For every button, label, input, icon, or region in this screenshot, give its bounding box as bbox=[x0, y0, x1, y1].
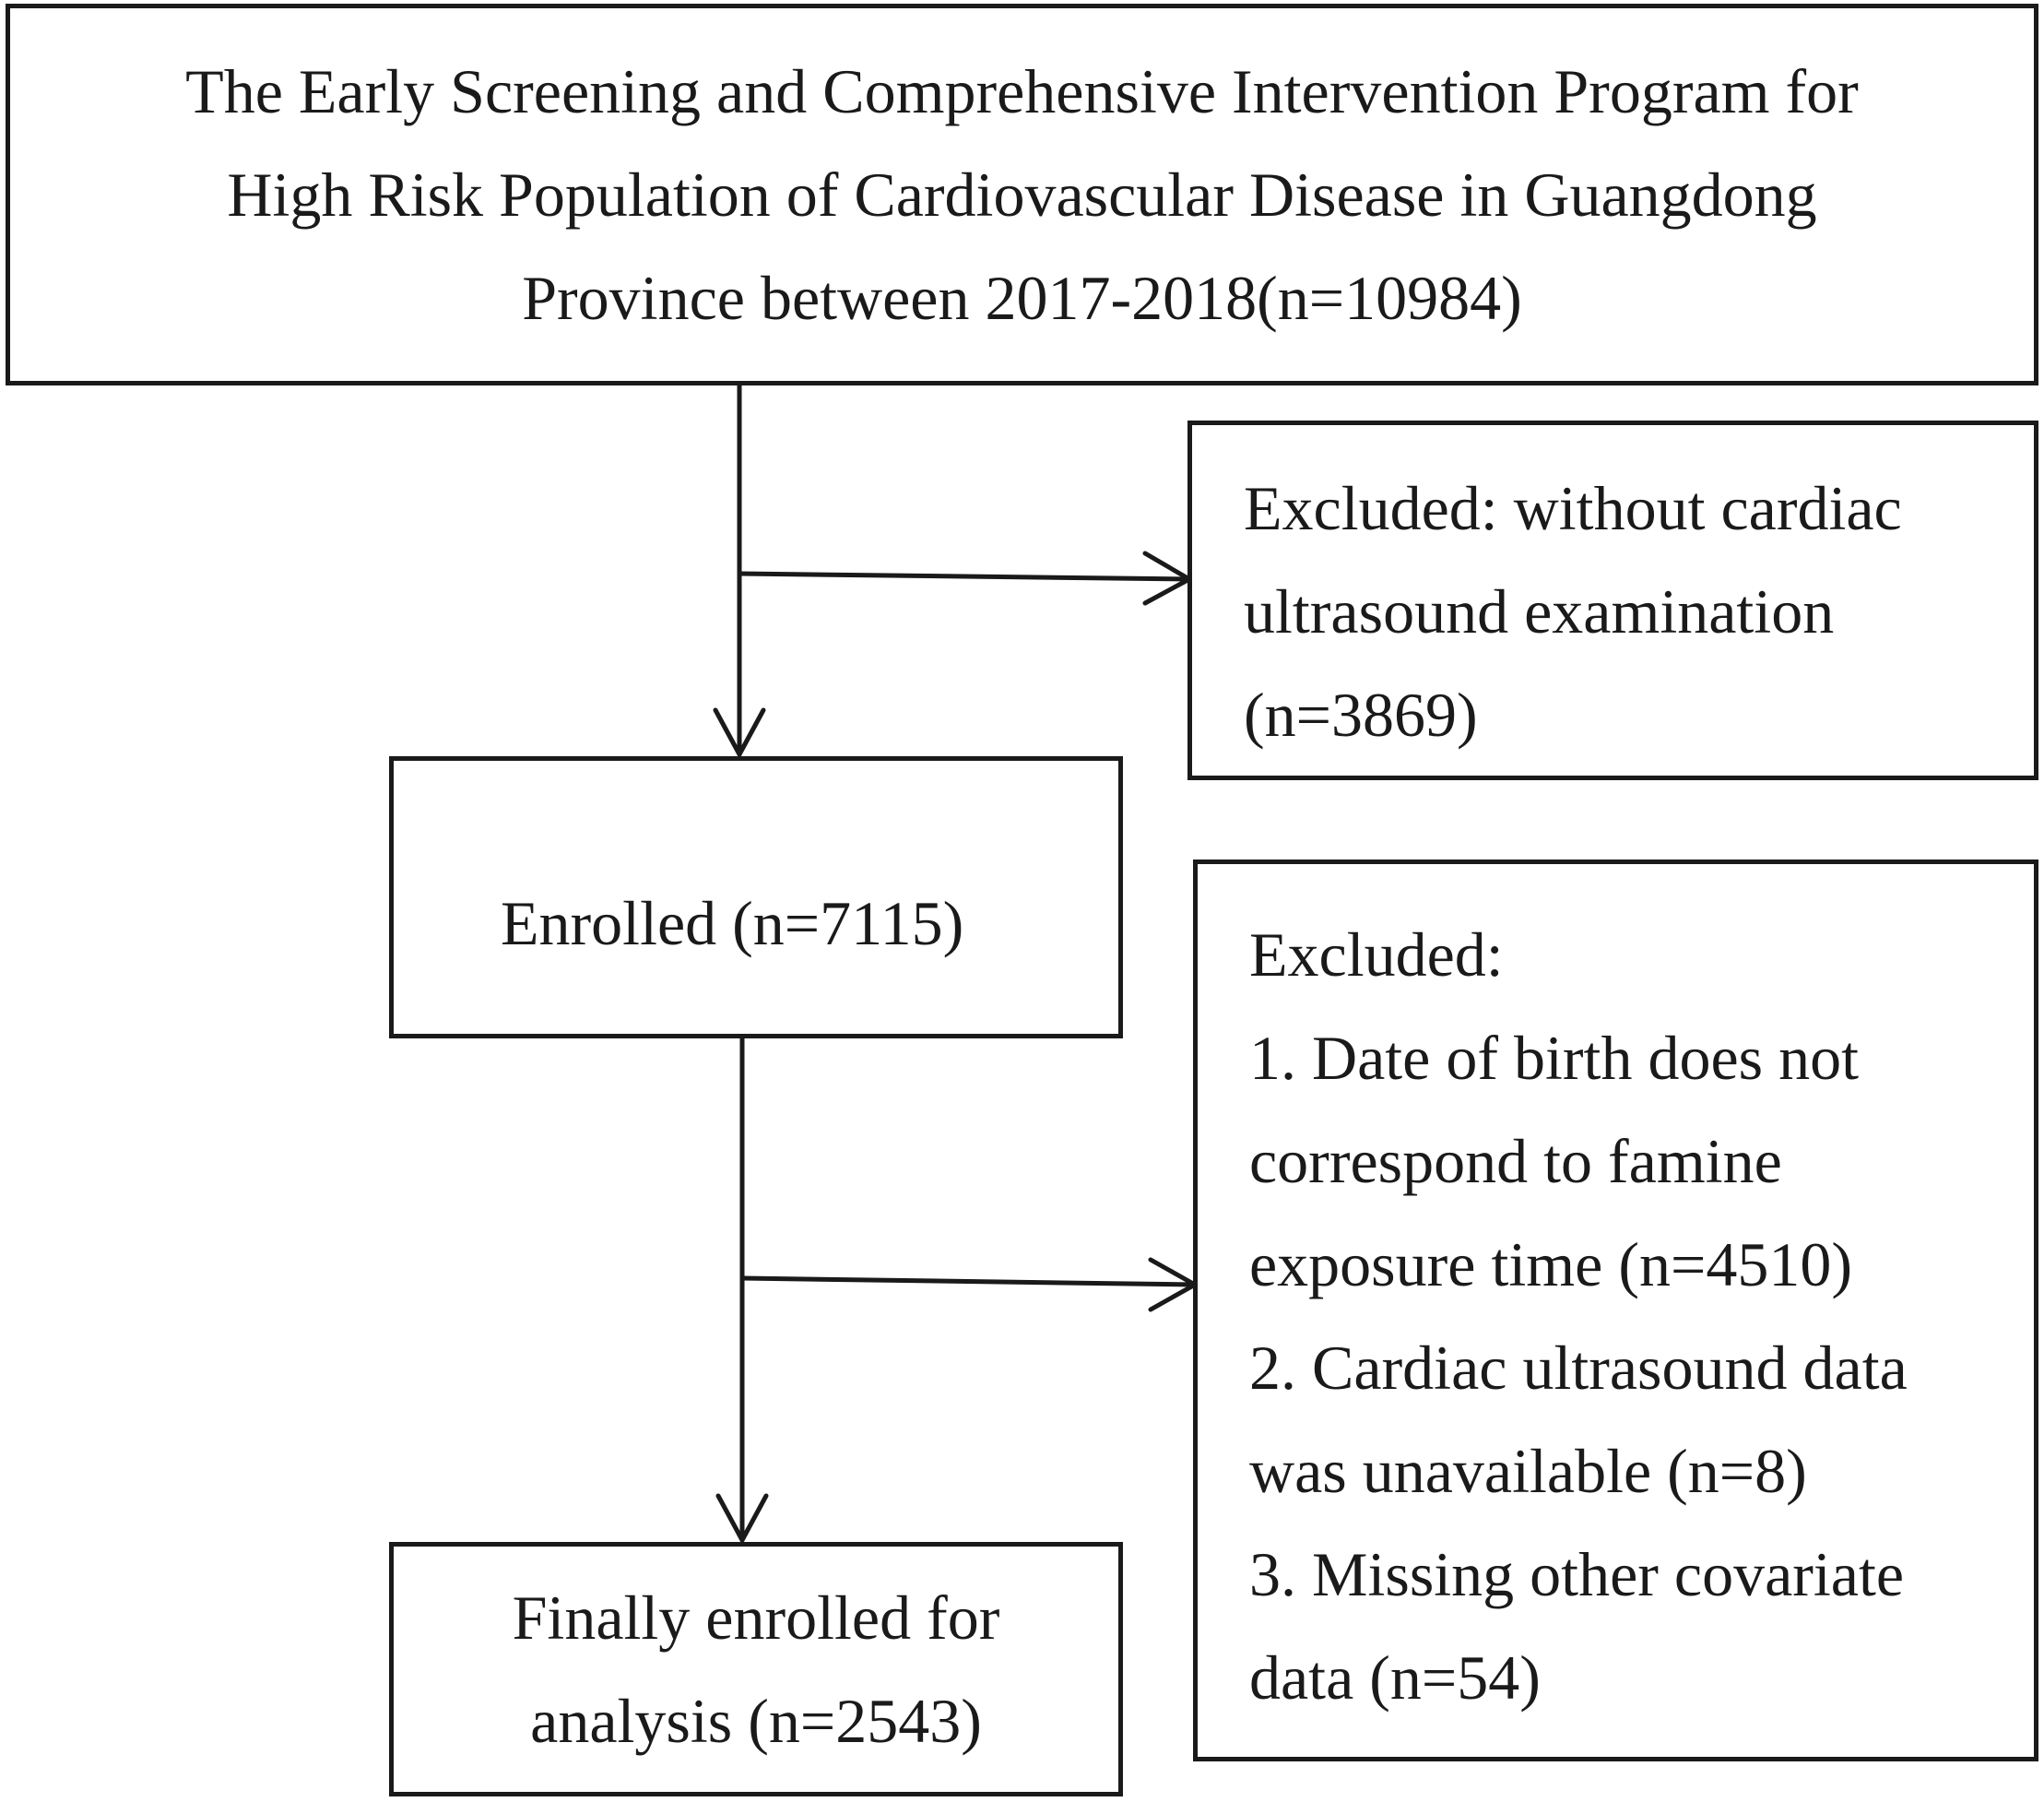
exclusion-2-heading: Excluded: bbox=[1249, 919, 1504, 990]
exclusion-2-line-3: exposure time (n=4510) bbox=[1249, 1229, 1852, 1299]
final-box bbox=[389, 1542, 1123, 1796]
exclusion-2-line-7: data (n=54) bbox=[1249, 1642, 1541, 1713]
exclusion-box-1 bbox=[1187, 421, 2038, 780]
exclusion-2-line-2: correspond to famine bbox=[1249, 1126, 1782, 1196]
exclusion-1-line-3: (n=3869) bbox=[1244, 680, 1478, 750]
exclusion-2-line-5: was unavailable (n=8) bbox=[1249, 1436, 1807, 1506]
exclusion-2-line-4: 2. Cardiac ultrasound data bbox=[1249, 1333, 1908, 1403]
exclusion-box-2 bbox=[1193, 860, 2038, 1761]
program-line-2: High Risk Population of Cardiovascular Disease in Guangdong bbox=[227, 160, 1817, 230]
final-line-2: analysis (n=2543) bbox=[530, 1686, 982, 1756]
connector-branch-exclusion-1 bbox=[739, 574, 1189, 579]
exclusion-2-line-6: 3. Missing other covariate bbox=[1249, 1539, 1905, 1609]
final-line-1: Finally enrolled for bbox=[512, 1583, 1000, 1653]
exclusion-2-line-1: 1. Date of birth does not bbox=[1249, 1023, 1859, 1093]
exclusion-1-line-2: ultrasound examination bbox=[1244, 576, 1835, 646]
enrolled-label: Enrolled (n=7115) bbox=[501, 888, 964, 958]
program-line-1: The Early Screening and Comprehensive Intervention Program for bbox=[185, 56, 1859, 126]
connector-branch-exclusion-2 bbox=[742, 1278, 1195, 1285]
program-box bbox=[6, 4, 2038, 385]
program-line-3: Province between 2017-2018(n=10984) bbox=[522, 263, 1522, 333]
exclusion-1-line-1: Excluded: without cardiac bbox=[1244, 473, 1902, 543]
enrolled-box bbox=[389, 756, 1123, 1038]
